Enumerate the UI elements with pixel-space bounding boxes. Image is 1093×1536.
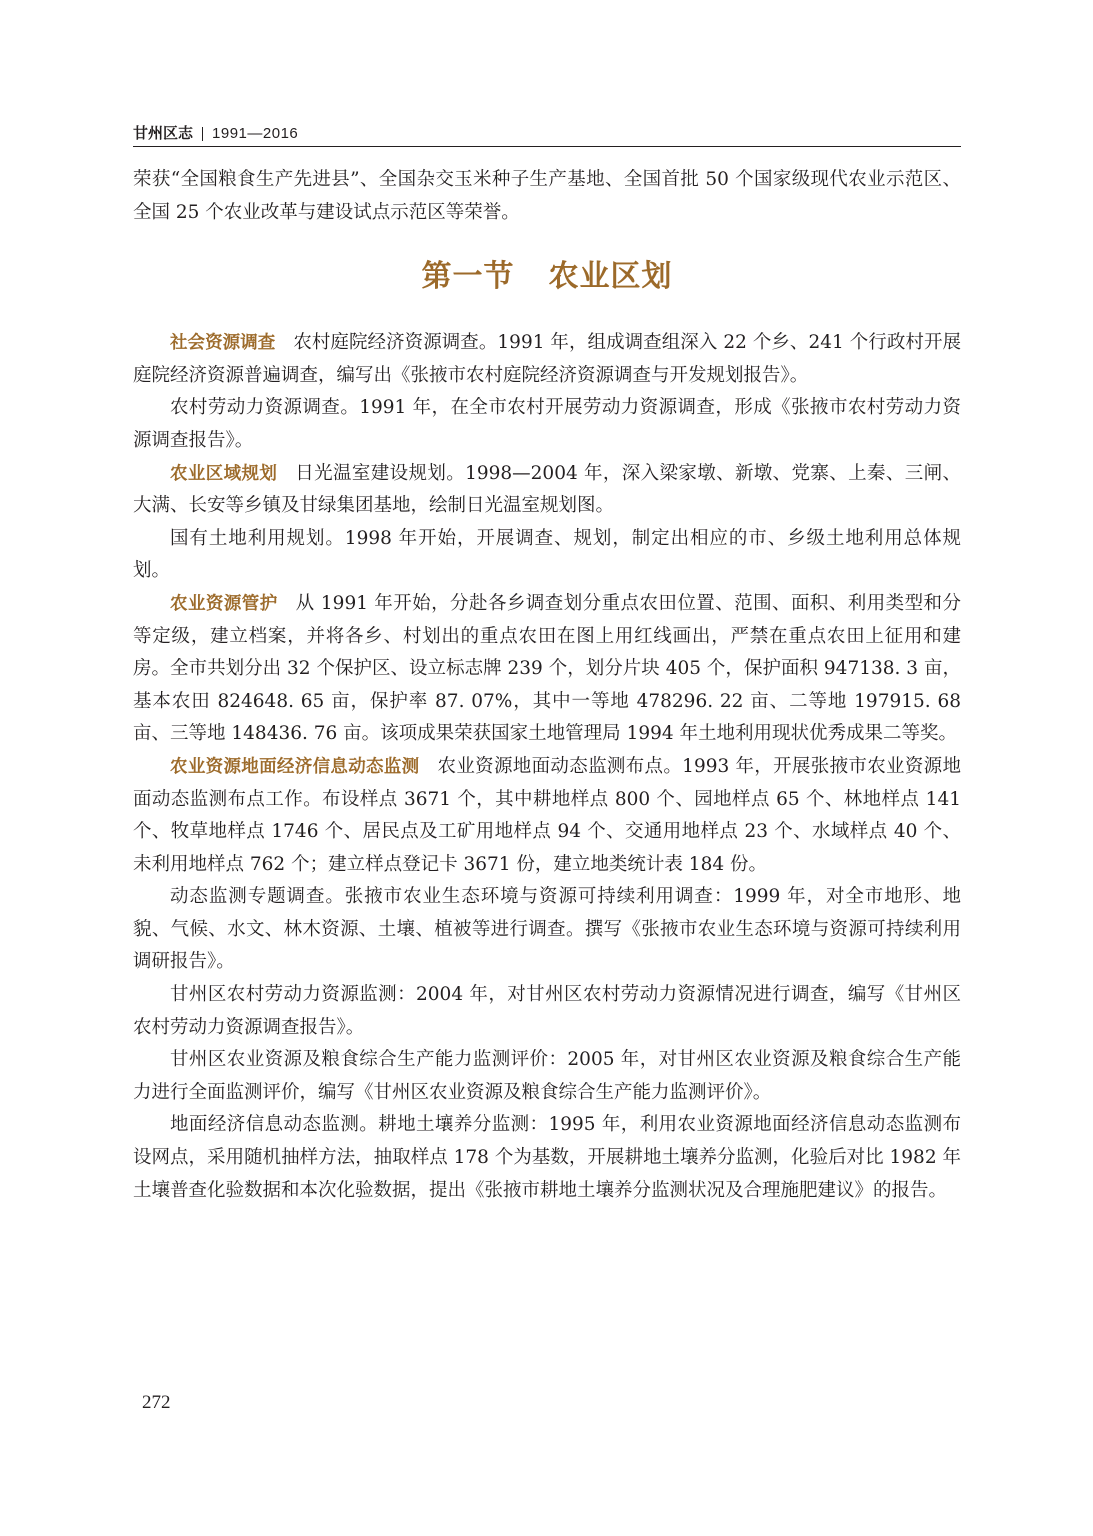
paragraph-text: 动态监测专题调查。张掖市农业生态环境与资源可持续利用调查：1999 年，对全市地形、地貌、气候、水文、林木资源、土壤、植被等进行调查。撰写《张掖市农业生态环境与资源可持续利用调研报告》。 bbox=[133, 886, 961, 973]
paragraph-text: 甘州区农业资源及粮食综合生产能力监测评价：2005 年，对甘州区农业资源及粮食综合生产能力进行全面监测评价，编写《甘州区农业资源及粮食综合生产能力监测评价》。 bbox=[133, 1049, 961, 1103]
paragraph-keyword: 社会资源调查 bbox=[170, 333, 276, 354]
paragraph-keyword: 农业区域规划 bbox=[170, 463, 278, 484]
paragraph-2 bbox=[133, 392, 961, 457]
paragraph-text: 国有土地利用规划。1998 年开始，开展调查、规划，制定出相应的市、乡级土地利用总体规划。 bbox=[133, 527, 961, 582]
book-title: 甘州区志 bbox=[133, 125, 194, 142]
body-text bbox=[133, 164, 961, 1207]
paragraph-text: 地面经济信息动态监测。耕地土壤养分监测：1995 年，利用农业资源地面经济信息动态监测布设网点，采用随机抽样方法，抽取样点 178 个为基数，开展耕地土壤养分监测，化验后对比 1982 年土壤普查化验数据和本次化验数据，提出《张掖市耕地土壤养分监测状况及合理施肥建议》的报告。 bbox=[133, 1114, 961, 1201]
running-head bbox=[133, 122, 961, 147]
paragraph-6 bbox=[133, 751, 961, 881]
paragraph-text: 农村劳动力资源调查。1991 年，在全市农村开展劳动力资源调查，形成《张掖市农村劳动力资源调查报告》。 bbox=[133, 397, 961, 451]
section-name: 农业区划 bbox=[548, 259, 673, 295]
intro-paragraph: 荣获“全国粮食生产先进县”、全国杂交玉米种子生产基地、全国首批 50 个国家级现代农业示范区、全国 25 个农业改革与建设试点示范区等荣誉。 bbox=[133, 169, 961, 223]
paragraph-text: 日光温室建设规划。1998—2004 年，深入梁家墩、新墩、党寨、上秦、三闸、大满、长安等乡镇及甘绿集团基地，绘制日光温室规划图。 bbox=[133, 462, 962, 517]
paragraph-10 bbox=[133, 1109, 961, 1207]
paragraph-7 bbox=[133, 881, 961, 979]
section-number: 第一节 bbox=[421, 259, 515, 295]
paragraph-text: 从 1991 年开始，分赴各乡调查划分重点农田位置、范围、面积、利用类型和分等定级，建立档案，并将各乡、村划出的重点农田在图上用红线画出，严禁在重点农田上征用和建房。全市共划分出 32 个保护区、设立标志牌 239 个，划分片块 405 个，保护面积 947138. 3 亩，基本农田 824648. 65 亩，保护率 87. 07%，其中一等地 478296. 22 亩、二等地 197915. 68 亩、三等地 148436. 76 亩。该项成果荣获国家土地管理局 1994 年土地利用现状优秀成果二等奖。 bbox=[133, 592, 961, 745]
paragraph-text: 甘州区农村劳动力资源监测：2004 年，对甘州区农村劳动力资源情况进行调查，编写《甘州区农村劳动力资源调查报告》。 bbox=[133, 984, 961, 1038]
paragraph-text: 农业资源地面动态监测布点。1993 年，开展张掖市农业资源地面动态监测布点工作。布设样点 3671 个，其中耕地样点 800 个、园地样点 65 个、林地样点 141 个、牧草地样点 1746 个、居民点及工矿用地样点 94 个、交通用地样点 23 个、水域样点 40 个、未利用地样点 762 个；建立样点登记卡 3671 份，建立地类统计表 184 份。 bbox=[133, 755, 961, 875]
paragraph-5 bbox=[133, 588, 961, 751]
header-separator bbox=[202, 127, 203, 141]
paragraph-1 bbox=[133, 327, 961, 392]
paragraph-9 bbox=[133, 1044, 961, 1109]
paragraph-4 bbox=[133, 523, 961, 588]
paragraph-text: 农村庭院经济资源调查。1991 年，组成调查组深入 22 个乡、241 个行政村开展庭院经济资源普遍调查，编写出《张掖市农村庭院经济资源调查与开发规划报告》。 bbox=[133, 332, 961, 386]
page-number: 272 bbox=[142, 1392, 171, 1413]
paragraph-3 bbox=[133, 458, 961, 523]
book-years: 1991—2016 bbox=[212, 125, 299, 142]
paragraph-keyword: 农业资源地面经济信息动态监测 bbox=[170, 756, 420, 777]
paragraph-8 bbox=[133, 979, 961, 1044]
section-title bbox=[133, 257, 961, 297]
paragraph-keyword: 农业资源管护 bbox=[170, 593, 278, 614]
